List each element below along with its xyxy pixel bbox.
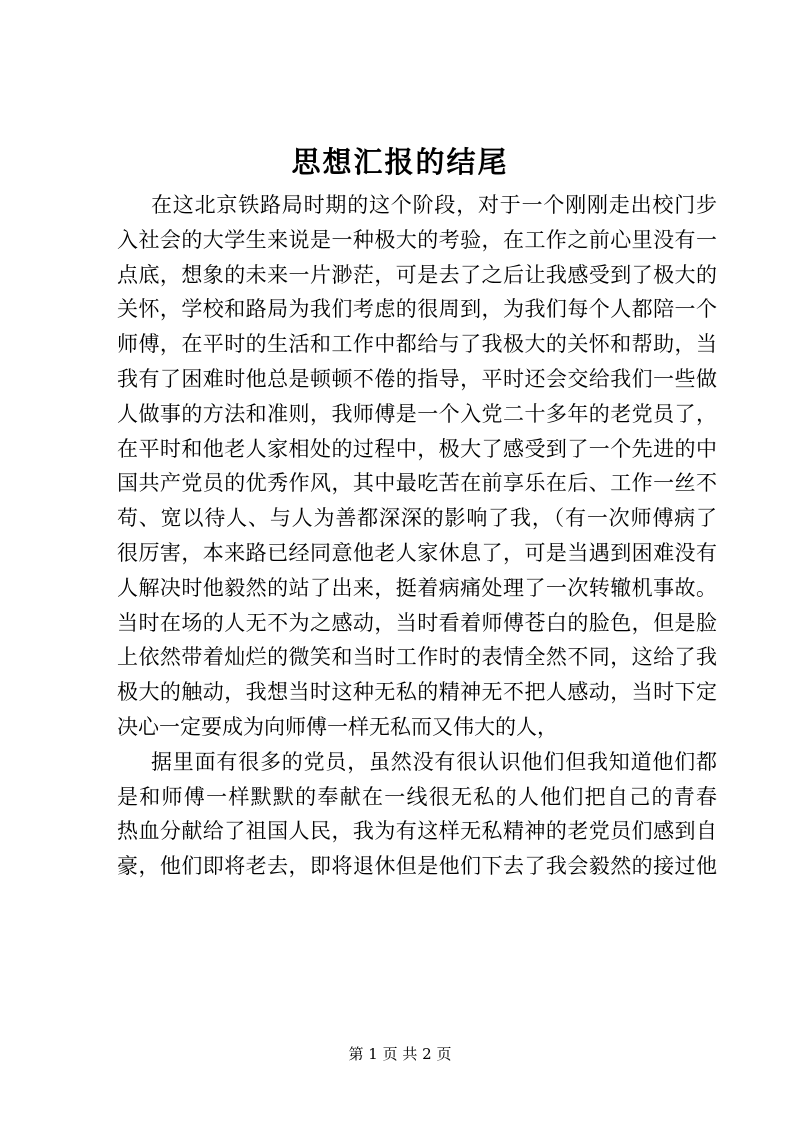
body-line: 是和师傅一样默默的奉献在一线很无私的人他们把自己的青春 — [117, 784, 717, 809]
body-line: 师傅，在平时的生活和工作中都给与了我极大的关怀和帮助，当 — [117, 332, 717, 357]
body-line: 在这北京铁路局时期的这个阶段，对于一个刚刚走出校门步 — [151, 193, 717, 217]
body-line: 豪，他们即将老去，即将退休但是他们下去了我会毅然的接过他 — [117, 854, 717, 879]
body-line: 很厉害，本来路已经同意他老人家休息了，可是当遇到困难没有 — [117, 540, 717, 565]
body-line: 关怀，学校和路局为我们考虑的很周到，为我们每个人都陪一个 — [117, 297, 717, 322]
body-line: 点底，想象的未来一片渺茫，可是去了之后让我感受到了极大的 — [117, 262, 717, 287]
body-line: 人解决时他毅然的站了出来，挺着病痛处理了一次转辙机事故。 — [117, 575, 717, 600]
document-title: 思想汇报的结尾 — [291, 145, 509, 179]
page-footer: 第 1 页 共 2 页 — [348, 1045, 452, 1063]
body-line: 苟、宽以待人、与人为善都深深的影响了我，（有一次师傅病了 — [117, 506, 717, 531]
body-line: 入社会的大学生来说是一种极大的考验，在工作之前心里没有一 — [117, 227, 717, 252]
body-line: 据里面有很多的党员，虽然没有很认识他们但我知道他们都 — [151, 749, 717, 774]
body-line: 上依然带着灿烂的微笑和当时工作时的表情全然不同，这给了我 — [117, 645, 717, 670]
body-line: 决心一定要成为向师傅一样无私而又伟大的人， — [117, 714, 558, 739]
body-line: 当时在场的人无不为之感动，当时看着师傅苍白的脸色，但是脸 — [117, 610, 717, 635]
body-line: 人做事的方法和准则，我师傅是一个入党二十多年的老党员了， — [117, 401, 717, 426]
body-line: 极大的触动，我想当时这种无私的精神无不把人感动，当时下定 — [117, 680, 717, 705]
body-line: 热血分献给了祖国人民，我为有这样无私精神的老党员们感到自 — [117, 819, 717, 844]
document-body — [117, 188, 717, 884]
body-line: 在平时和他老人家相处的过程中，极大了感受到了一个先进的中 — [117, 436, 717, 461]
body-line: 国共产党员的优秀作风，其中最吃苦在前享乐在后、工作一丝不 — [117, 471, 717, 496]
body-line: 我有了困难时他总是顿顿不倦的指导，平时还会交给我们一些做 — [117, 366, 717, 391]
